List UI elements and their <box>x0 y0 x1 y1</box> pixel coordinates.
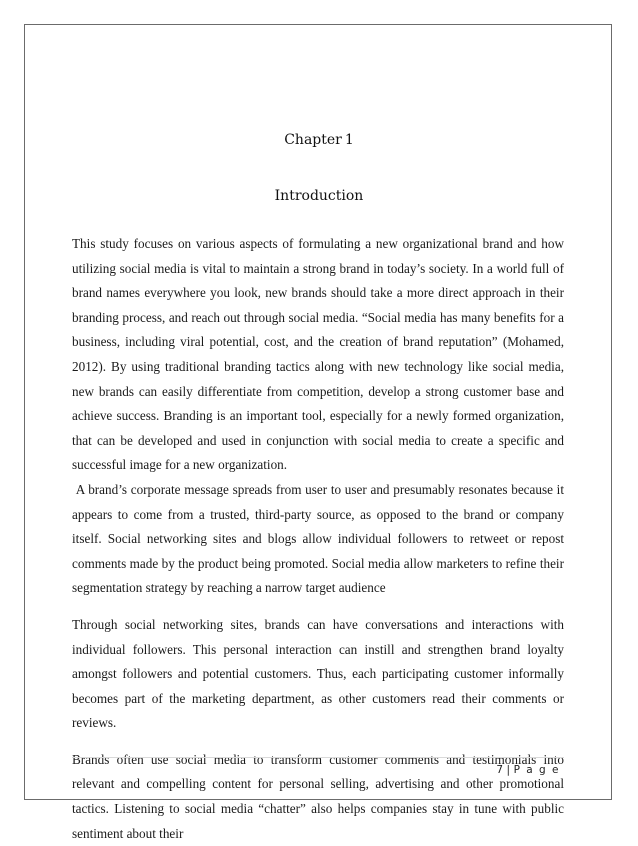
paragraph: This study focuses on various aspects of formulating a new organizational brand and how utilizing social media is vital to maintain a strong brand in today’s society. In a world full of brand names everywhere you look, new brands should take a more direct approach in their branding process, and reach out through social media. “Social media has many benefits for a business, including viral potential, cost, and the creation of brand reputation” (Mohamed, 2012). By using traditional branding tactics along with new technology like social media, new brands can easily differentiate from competition, develop a strong customer base and achieve success. Branding is an important tool, especially for a newly formed organization, that can be developed and used in conjunction with social media to create a specific and successful image for a new organization. <box>72 236 564 473</box>
paragraph: A brand’s corporate message spreads from user to user and presumably resonates because it appears to come from a trusted, third-party source, as opposed to the brand or company itself. Social networking sites and blogs allow individual followers to retweet or repost comments made by the product being promoted. Social media allow marketers to refine their segmentation strategy by reaching a narrow target audience <box>72 481 568 596</box>
footer-separator: | <box>506 764 512 776</box>
body-text <box>72 232 568 846</box>
paragraph: Through social networking sites, brands can have conversations and interactions with individual followers. This personal interaction can instill and strengthen brand loyalty amongst followers and potential customers. Thus, each participating customer informally becomes part of the marketing department, as other customers read their comments or reviews. <box>72 616 564 731</box>
page-label: P a g e <box>513 764 560 776</box>
section-title: Introduction <box>274 188 364 204</box>
page-number: 7 <box>496 764 505 776</box>
paragraph: Brands often use social media to transform customer comments and testimonials into relevant and compelling content for personal selling, advertising and other promotional tactics. Listening to social media “chatter” also helps companies stay in tune with public sentiment about their <box>72 751 564 841</box>
chapter-heading <box>0 132 638 148</box>
footer-divider <box>72 757 564 758</box>
chapter-word: Chapter <box>284 132 342 148</box>
chapter-number: 1 <box>344 132 354 148</box>
page-footer <box>496 764 560 776</box>
